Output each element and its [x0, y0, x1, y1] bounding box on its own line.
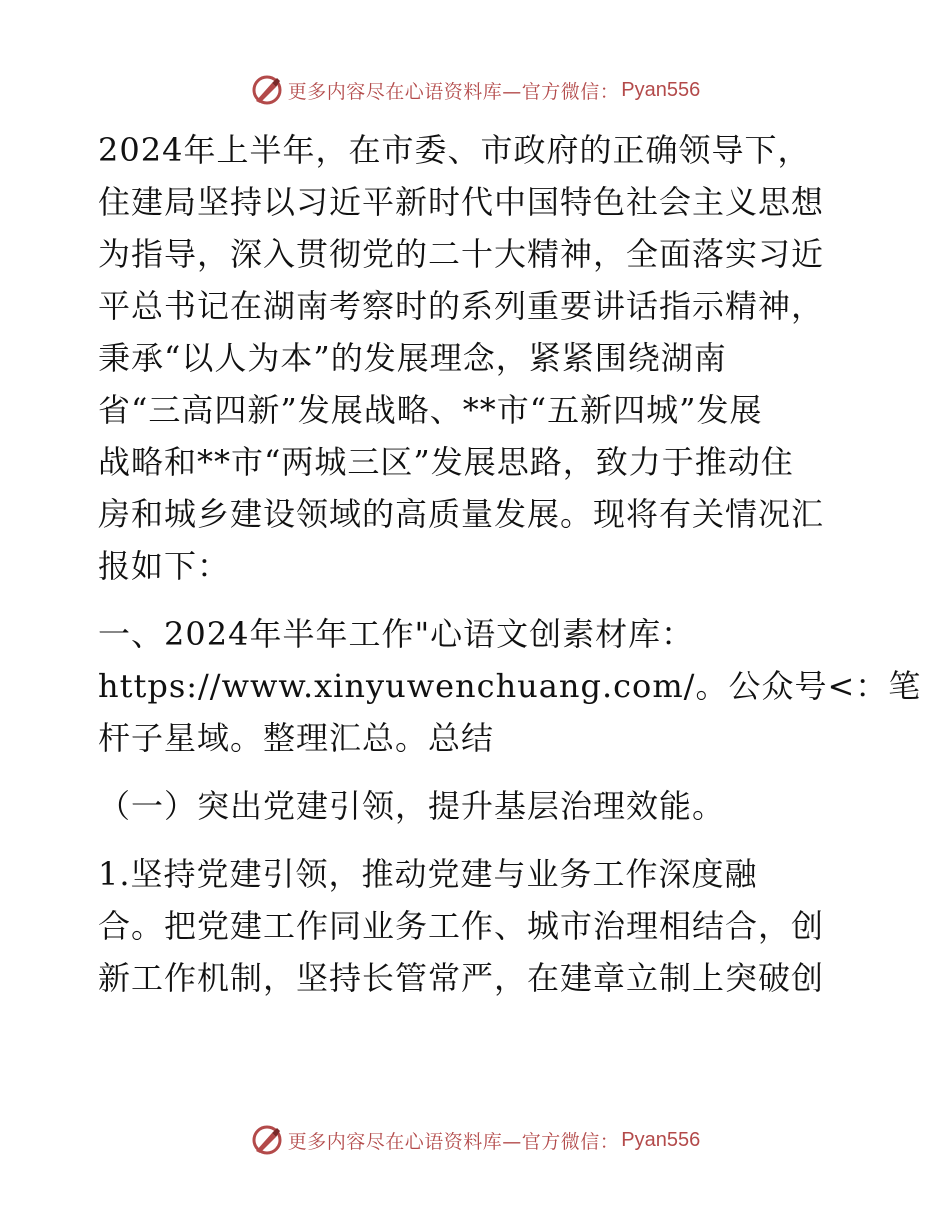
text-line: 房和城乡建设领域的高质量发展。现将有关情况汇 [98, 495, 825, 533]
text-line: 秉承“以人为本”的发展理念，紧紧围绕湖南 [98, 339, 727, 377]
pen-logo-icon [250, 1123, 284, 1157]
subsection-heading: （一）突出党建引领，提升基层治理效能。 [98, 787, 726, 825]
watermark-text: 更多内容尽在心语资料库—官方微信： [287, 1130, 620, 1153]
text-line: 省“三高四新”发展战略、**市“五新四城”发展 [98, 391, 763, 429]
pen-logo-icon [250, 73, 284, 107]
text-line: 报如下： [98, 547, 231, 585]
text-line: 杆子星域。整理汇总。总结 [98, 719, 495, 757]
text-line: 平总书记在湖南考察时的系列重要讲话指示精神， [98, 287, 825, 325]
header-watermark [0, 70, 950, 110]
text-line: 1.坚持党建引领，推动党建与业务工作深度融 [98, 855, 758, 893]
footer-watermark [0, 1120, 950, 1160]
watermark-text: 更多内容尽在心语资料库—官方微信： [287, 80, 620, 103]
text-line: 为指导，深入贯彻党的二十大精神，全面落实习近 [98, 235, 825, 273]
text-line: https://www.xinyuwenchuang.com/。公众号<：笔 [98, 667, 922, 705]
document-body [98, 124, 922, 1004]
text-line: 2024年上半年，在市委、市政府的正确领导下， [98, 131, 811, 169]
watermark-wechat-id: Pyan556 [621, 78, 701, 101]
text-line: 住建局坚持以习近平新时代中国特色社会主义思想 [98, 183, 825, 221]
text-line: 战略和**市“两城三区”发展思路，致力于推动住 [98, 443, 794, 481]
section-heading: 一、2024年半年工作"心语文创素材库： [98, 615, 695, 653]
watermark-wechat-id: Pyan556 [621, 1128, 701, 1151]
text-line: 合。把党建工作同业务工作、城市治理相结合，创 [98, 907, 825, 945]
text-line: 新工作机制，坚持长管常严，在建章立制上突破创 [98, 959, 825, 997]
